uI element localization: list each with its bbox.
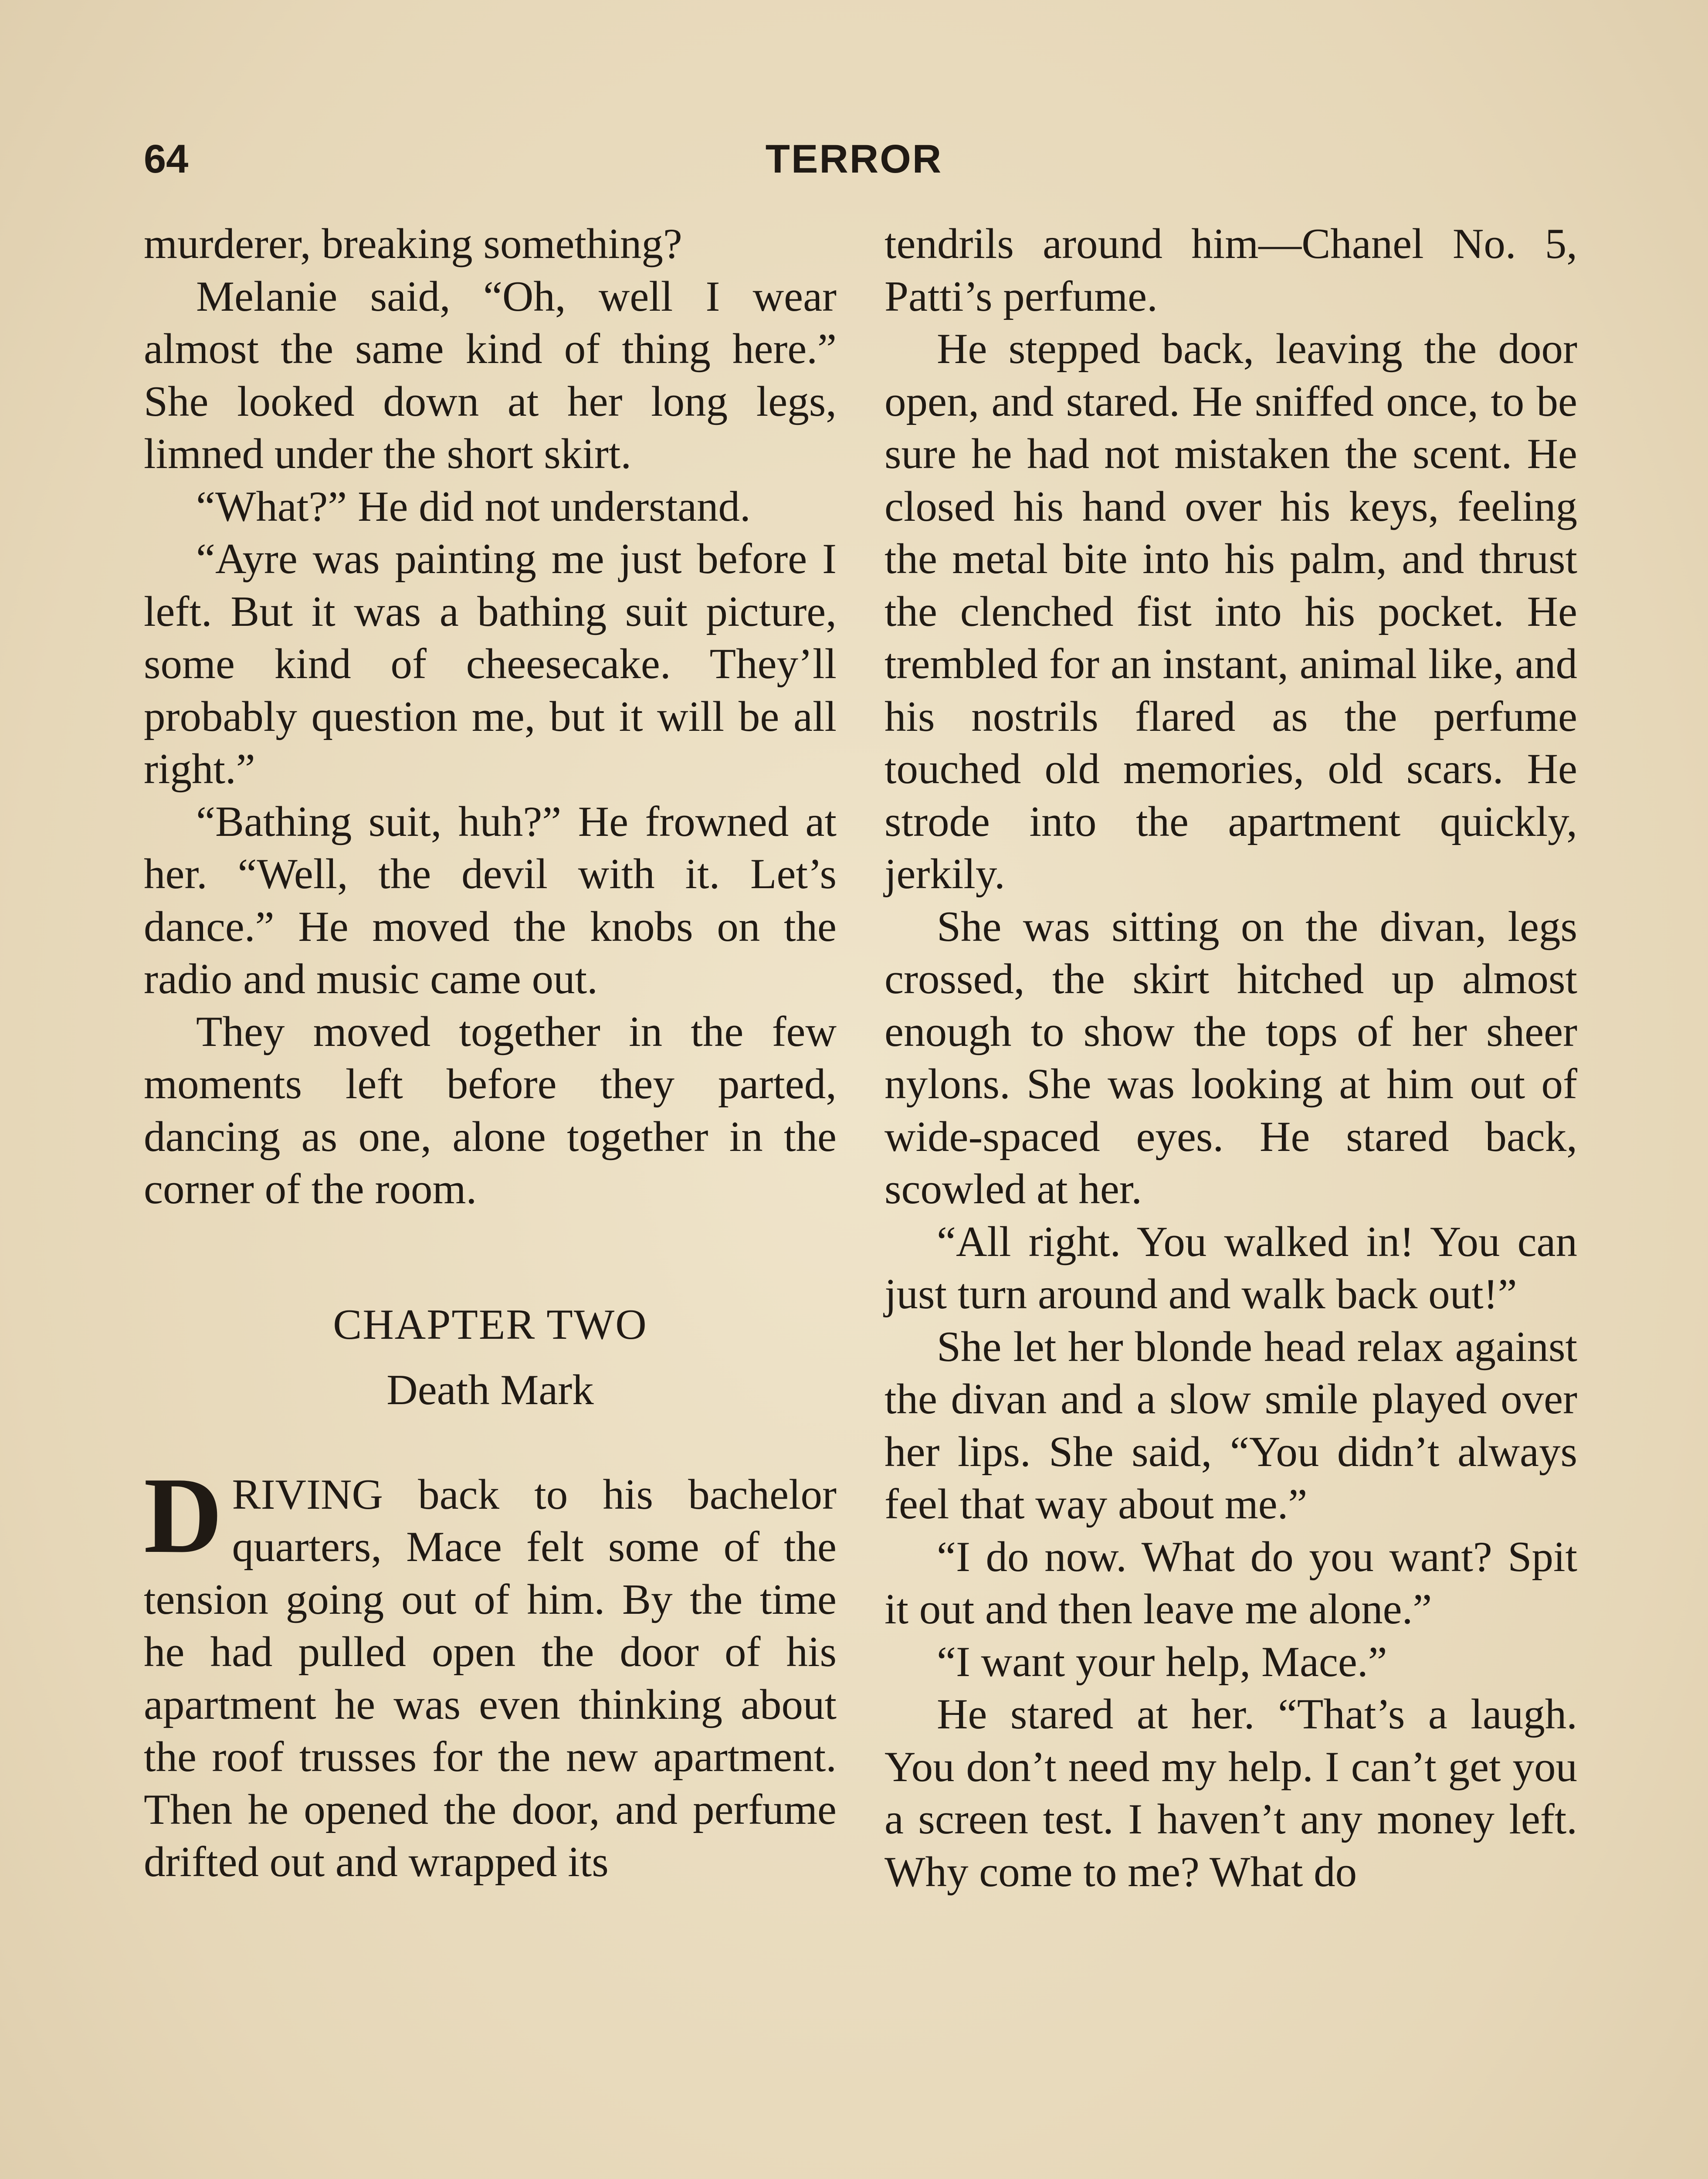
- paragraph: “What?” He did not understand.: [196, 482, 751, 530]
- page-header: [144, 131, 1564, 187]
- paragraph: “I want your help, Mace.”: [937, 1638, 1387, 1686]
- running-head: TERROR: [765, 137, 943, 181]
- paragraph: He stepped back, leaving the door open, and stared. He sniffed once, to be sure he had not mistaken the scent. He closed his hand over his keys, feeling the metal bite into his palm, and thrust the clenched fist into his pocket. He trembled for an instant, animal like, and his nostrils flared as the perfume touched old memories, old scars. He strode into the apartment quickly, jerkily.: [884, 325, 1577, 898]
- chapter-opening: [144, 1455, 837, 1889]
- paragraph: “Ayre was painting me just before I left. But it was a bathing suit picture, some kind of cheesecake. They’ll probably question me, but it will be all right.”: [144, 535, 837, 793]
- paragraph: “All right. You walked in! You can just turn around and walk back out!”: [884, 1218, 1577, 1318]
- paragraph: He stared at her. “That’s a laugh. You don’t need my help. I can’t get you a screen test. I haven’t any money left. Why come to me? What do: [884, 1690, 1577, 1896]
- paragraph: “I do now. What do you want? Spit it out and then leave me alone.”: [884, 1533, 1577, 1633]
- paragraph: Melanie said, “Oh, well I wear almost the same kind of thing here.” She looked down at her long legs, limned under the short skirt.: [144, 272, 837, 478]
- paragraph: She let her blonde head relax against the divan and a slow smile played over her lips. She said, “You didn’t always feel that way about me.”: [884, 1323, 1577, 1528]
- paragraph: They moved together in the few moments left before they parted, dancing as one, alone together in the corner of the room.: [144, 1008, 837, 1213]
- chapter-heading: [144, 1299, 837, 1416]
- chapter-opening-text: RIVING back to his bachelor quarters, Mace felt some of the tension going out of him. By the time he had pulled open the door of his apartment he was even thinking about the roof trusses for the new apartment. Then he opened the door, and perfume drifted out and wrapped its: [144, 1470, 837, 1886]
- right-column: [884, 218, 1577, 1898]
- chapter-opening-paragraph: [144, 1455, 837, 1889]
- chapter-subtitle: Death Mark: [386, 1366, 594, 1414]
- drop-cap: D: [144, 1455, 223, 1576]
- paragraph: She was sitting on the divan, legs crossed, the skirt hitched up almost enough to show the tops of her sheer nylons. She was looking at him out of wide-spaced eyes. He stared back, scowled at her.: [884, 903, 1577, 1213]
- paragraph: “Bathing suit, huh?” He frowned at her. “Well, the devil with it. Let’s dance.” He moved the knobs on the radio and music came out.: [144, 798, 837, 1003]
- paragraph: murderer, breaking something?: [144, 220, 682, 268]
- paragraph: tendrils around him—Chanel No. 5, Patti’s perfume.: [884, 220, 1577, 320]
- chapter-title: CHAPTER TWO: [333, 1300, 647, 1348]
- page-number: 64: [144, 137, 189, 181]
- left-column: [144, 218, 837, 1889]
